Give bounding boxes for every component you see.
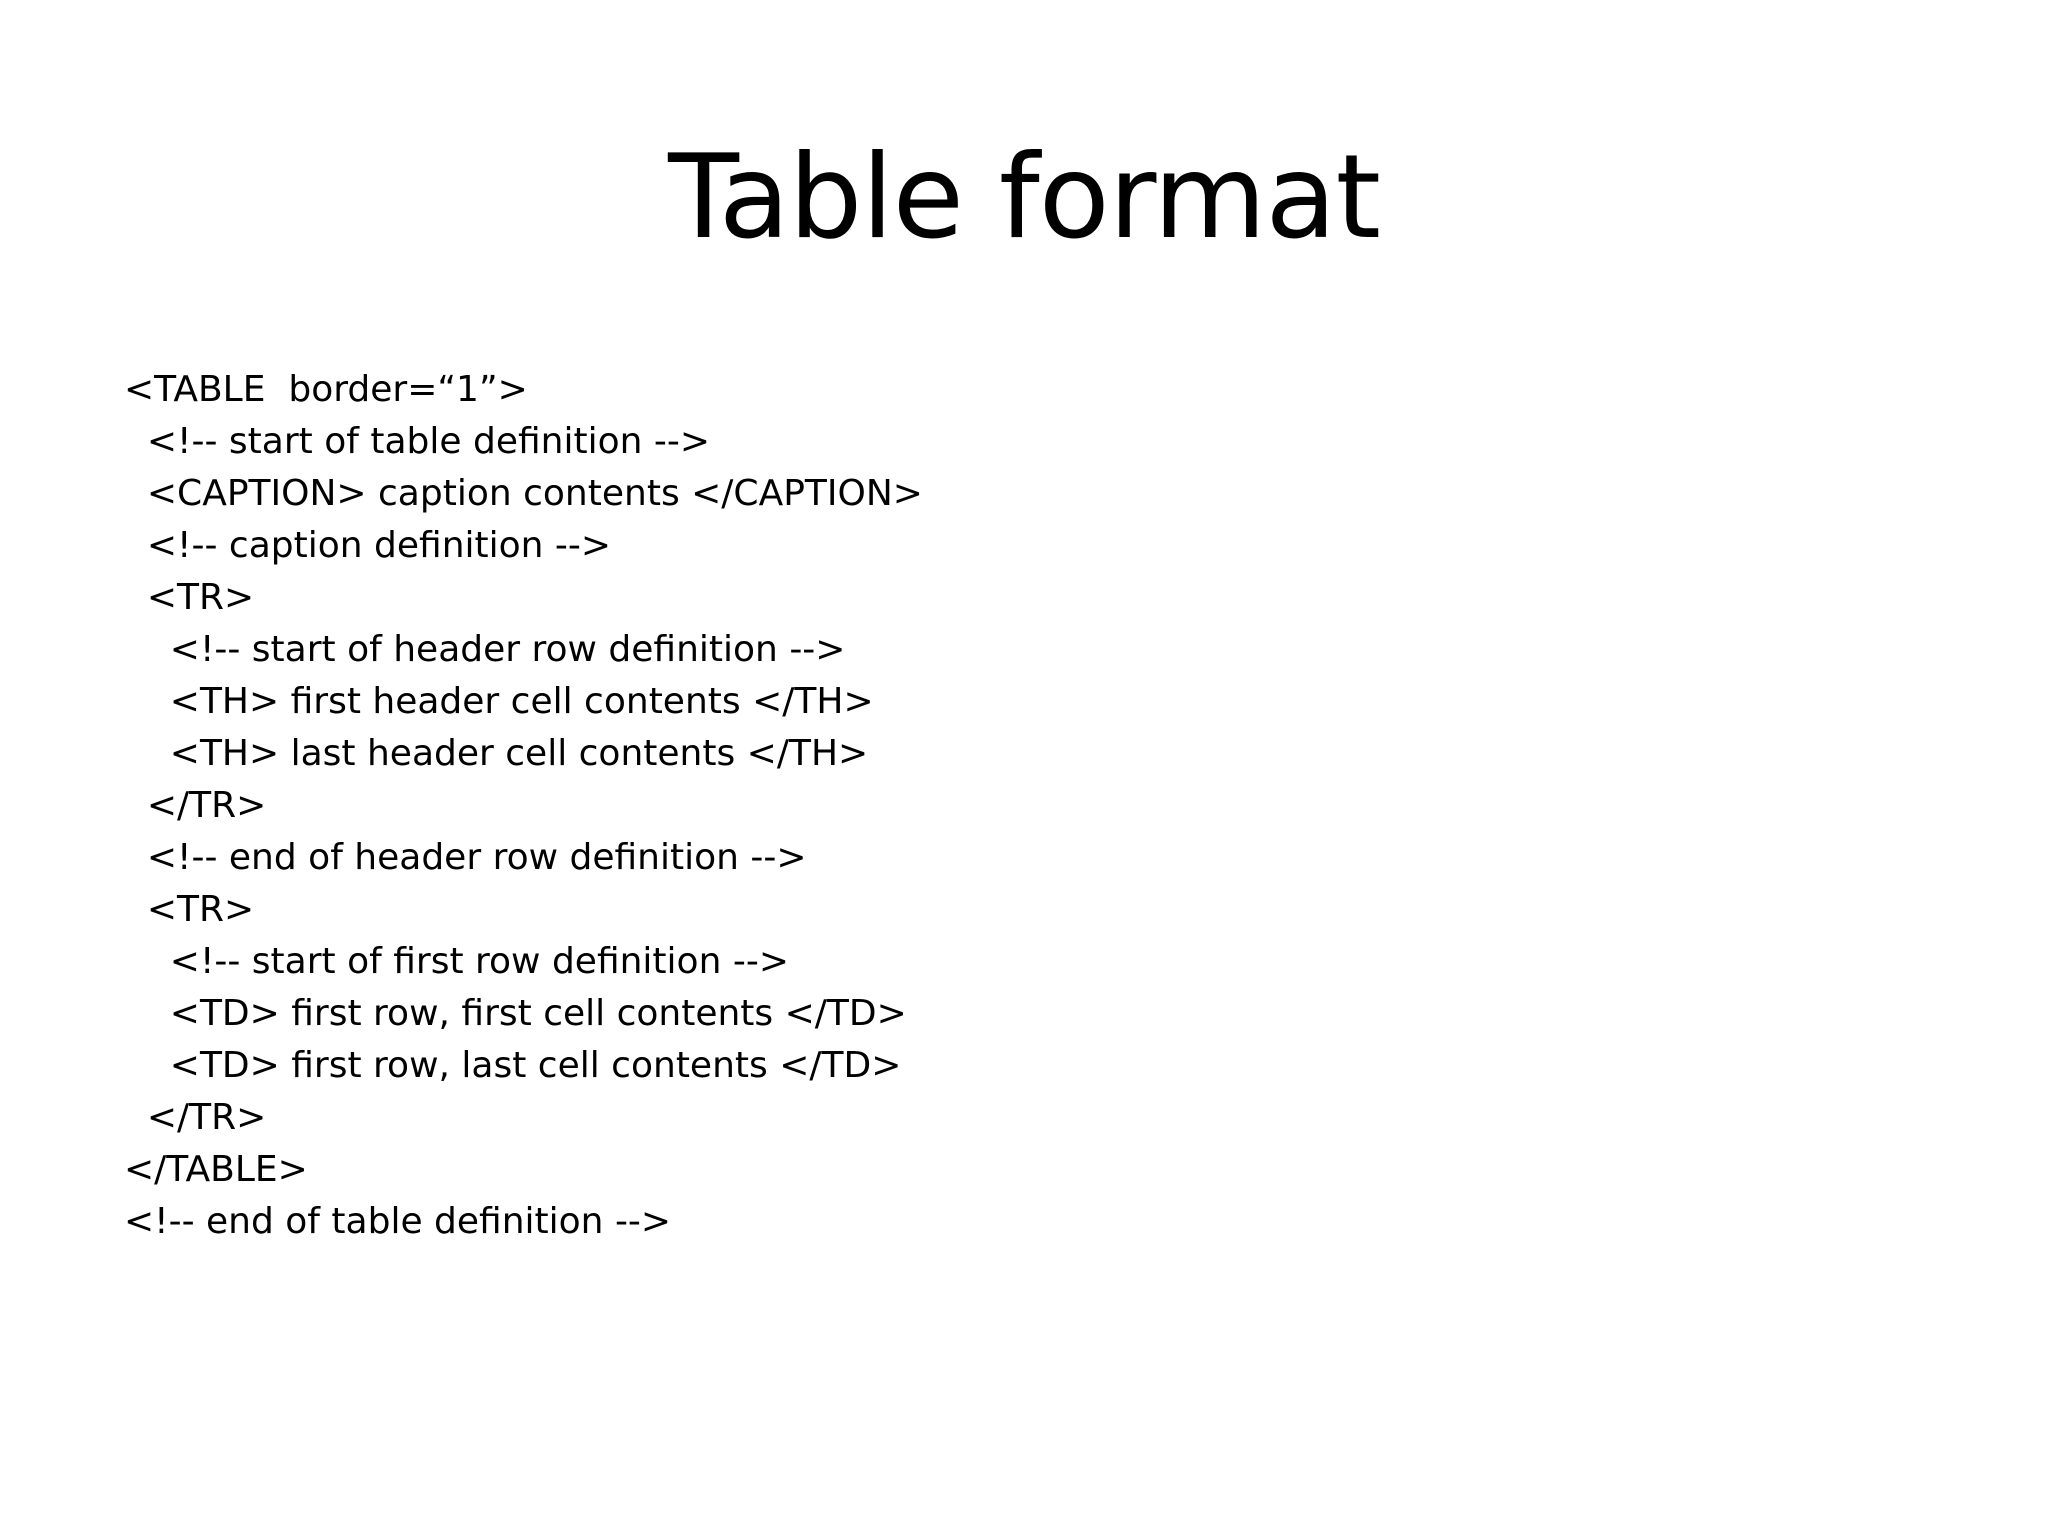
slide-title: Table format xyxy=(668,130,1380,265)
code-line: <!-- start of header row definition --> xyxy=(124,629,846,670)
code-listing xyxy=(124,364,1924,1248)
code-line: <TD> first row, last cell contents </TD> xyxy=(124,1045,902,1086)
code-line: <TH> first header cell contents </TH> xyxy=(124,681,874,722)
code-line: <TD> first row, first cell contents </TD> xyxy=(124,993,907,1034)
code-line: <!-- start of table definition --> xyxy=(124,421,711,462)
code-line: <TH> last header cell contents </TH> xyxy=(124,733,869,774)
code-line: <!-- end of table definition --> xyxy=(124,1201,672,1242)
code-line: <!-- end of header row definition --> xyxy=(124,837,807,878)
code-line: </TR> xyxy=(124,785,267,826)
code-line: </TR> xyxy=(124,1097,267,1138)
code-line: <!-- caption definition --> xyxy=(124,525,612,566)
code-line: <TR> xyxy=(124,577,255,618)
code-line: <!-- start of first row definition --> xyxy=(124,941,789,982)
code-line: <TR> xyxy=(124,889,255,930)
code-line: <TABLE border=“1”> xyxy=(124,369,528,410)
code-line: <CAPTION> caption contents </CAPTION> xyxy=(124,473,923,514)
code-line: </TABLE> xyxy=(124,1149,308,1190)
